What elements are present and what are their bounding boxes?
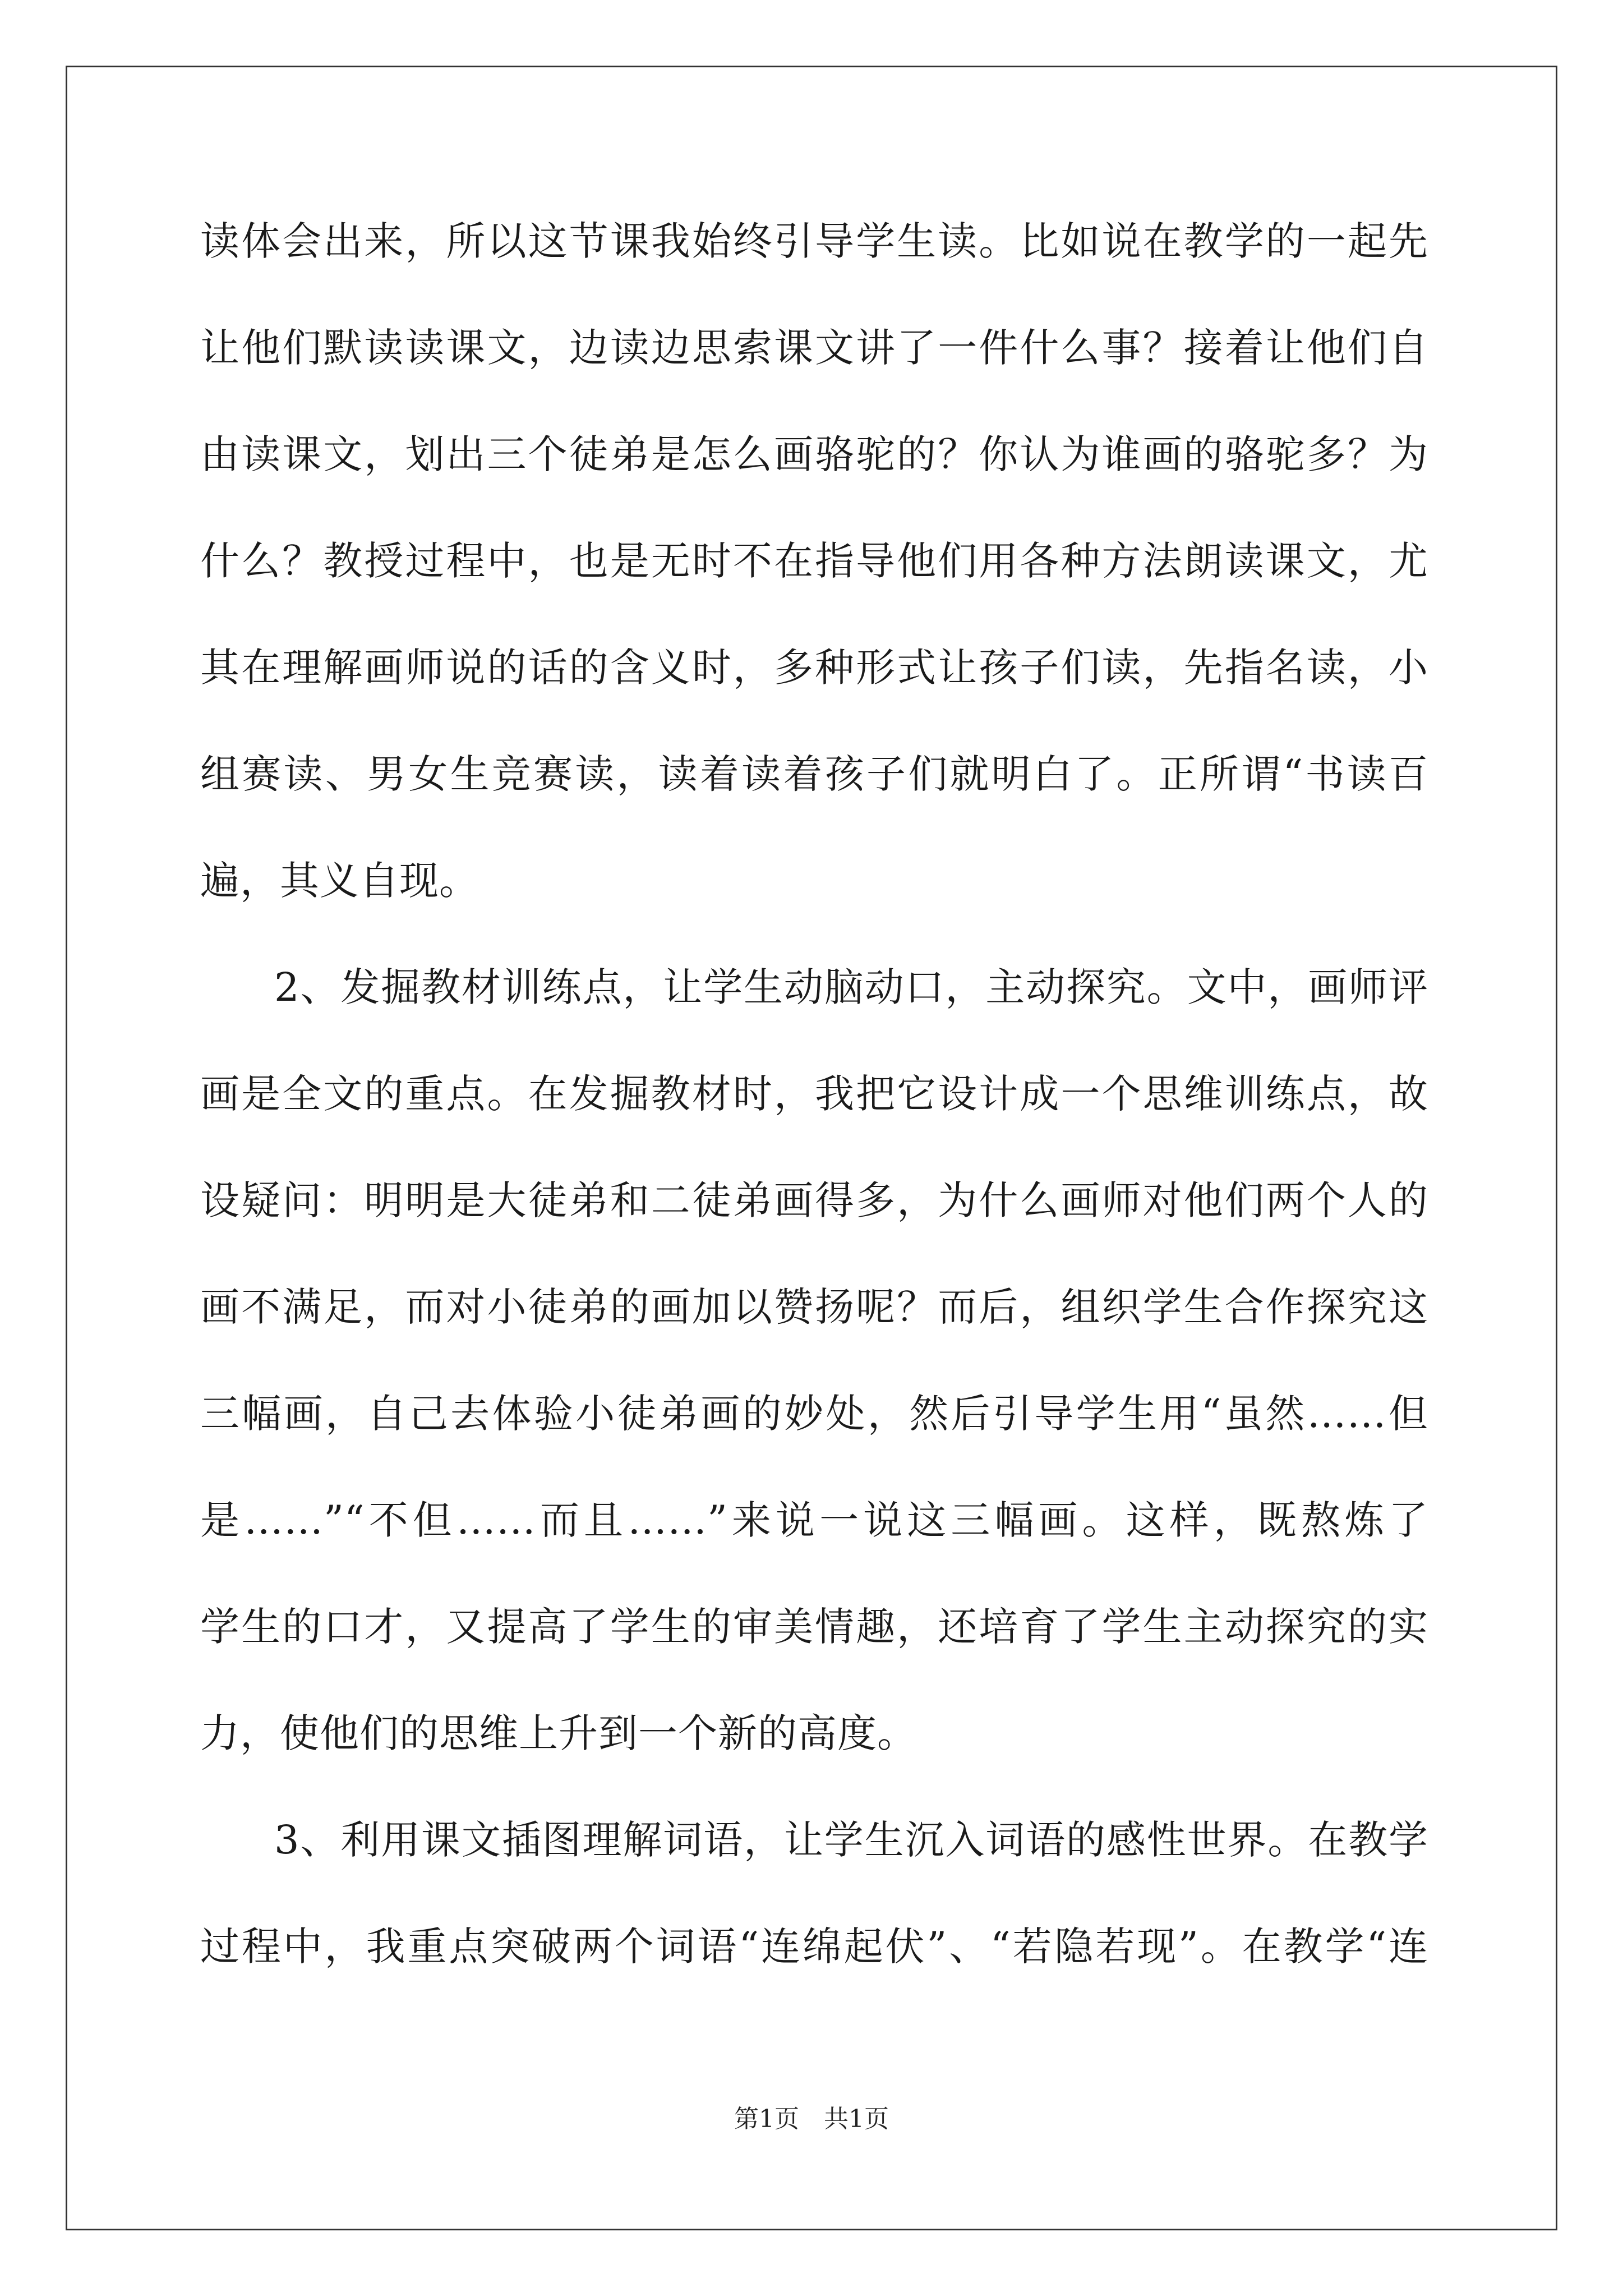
text-line: 组赛读、男女生竞赛读，读着读着孩子们就明白了。正所谓“书读百 [200,751,1428,797]
text-line: 什么？教授过程中，也是无时不在指导他们用各种方法朗读课文，尤 [200,538,1428,584]
text-line: 过程中，我重点突破两个词语“连绵起伏”、“若隐若现”。在教学“连 [200,1924,1428,1970]
text-line: 遍，其义自现。 [200,858,479,904]
text-line: 力，使他们的思维上升到一个新的高度。 [200,1710,917,1756]
text-line: 学生的口才，又提高了学生的审美情趣，还培育了学生主动探究的实 [200,1604,1428,1650]
text-line: 其在理解画师说的话的含义时，多种形式让孩子们读，先指名读，小 [200,645,1428,691]
text-line: 三幅画，自己去体验小徒弟画的妙处，然后引导学生用“虽然……但 [200,1391,1428,1437]
text-line: 画不满足，而对小徒弟的画加以赞扬呢？而后，组织学生合作探究这 [200,1284,1428,1330]
page-footer: 第1页 共1页 [734,2105,889,2133]
text-line: 让他们默读读课文，边读边思索课文讲了一件什么事？接着让他们自 [200,325,1428,371]
text-line: 画是全文的重点。在发掘教材时，我把它设计成一个思维训练点，故 [200,1071,1428,1117]
document-body [200,210,1428,2022]
text-line: 是……”“不但……而且……”来说一说这三幅画。这样，既熬炼了 [200,1497,1428,1543]
text-line: 读体会出来，所以这节课我始终引导学生读。比如说在教学的一起先 [200,218,1428,264]
text-line: 3、利用课文插图理解词语，让学生沉入词语的感性世界。在教学 [274,1817,1428,1863]
text-line: 2、发掘教材训练点，让学生动脑动口，主动探究。文中，画师评 [274,964,1428,1010]
text-line: 设疑问：明明是大徒弟和二徒弟画得多，为什么画师对他们两个人的 [200,1177,1428,1223]
text-line: 由读课文，划出三个徒弟是怎么画骆驼的？你认为谁画的骆驼多？为 [200,431,1428,477]
